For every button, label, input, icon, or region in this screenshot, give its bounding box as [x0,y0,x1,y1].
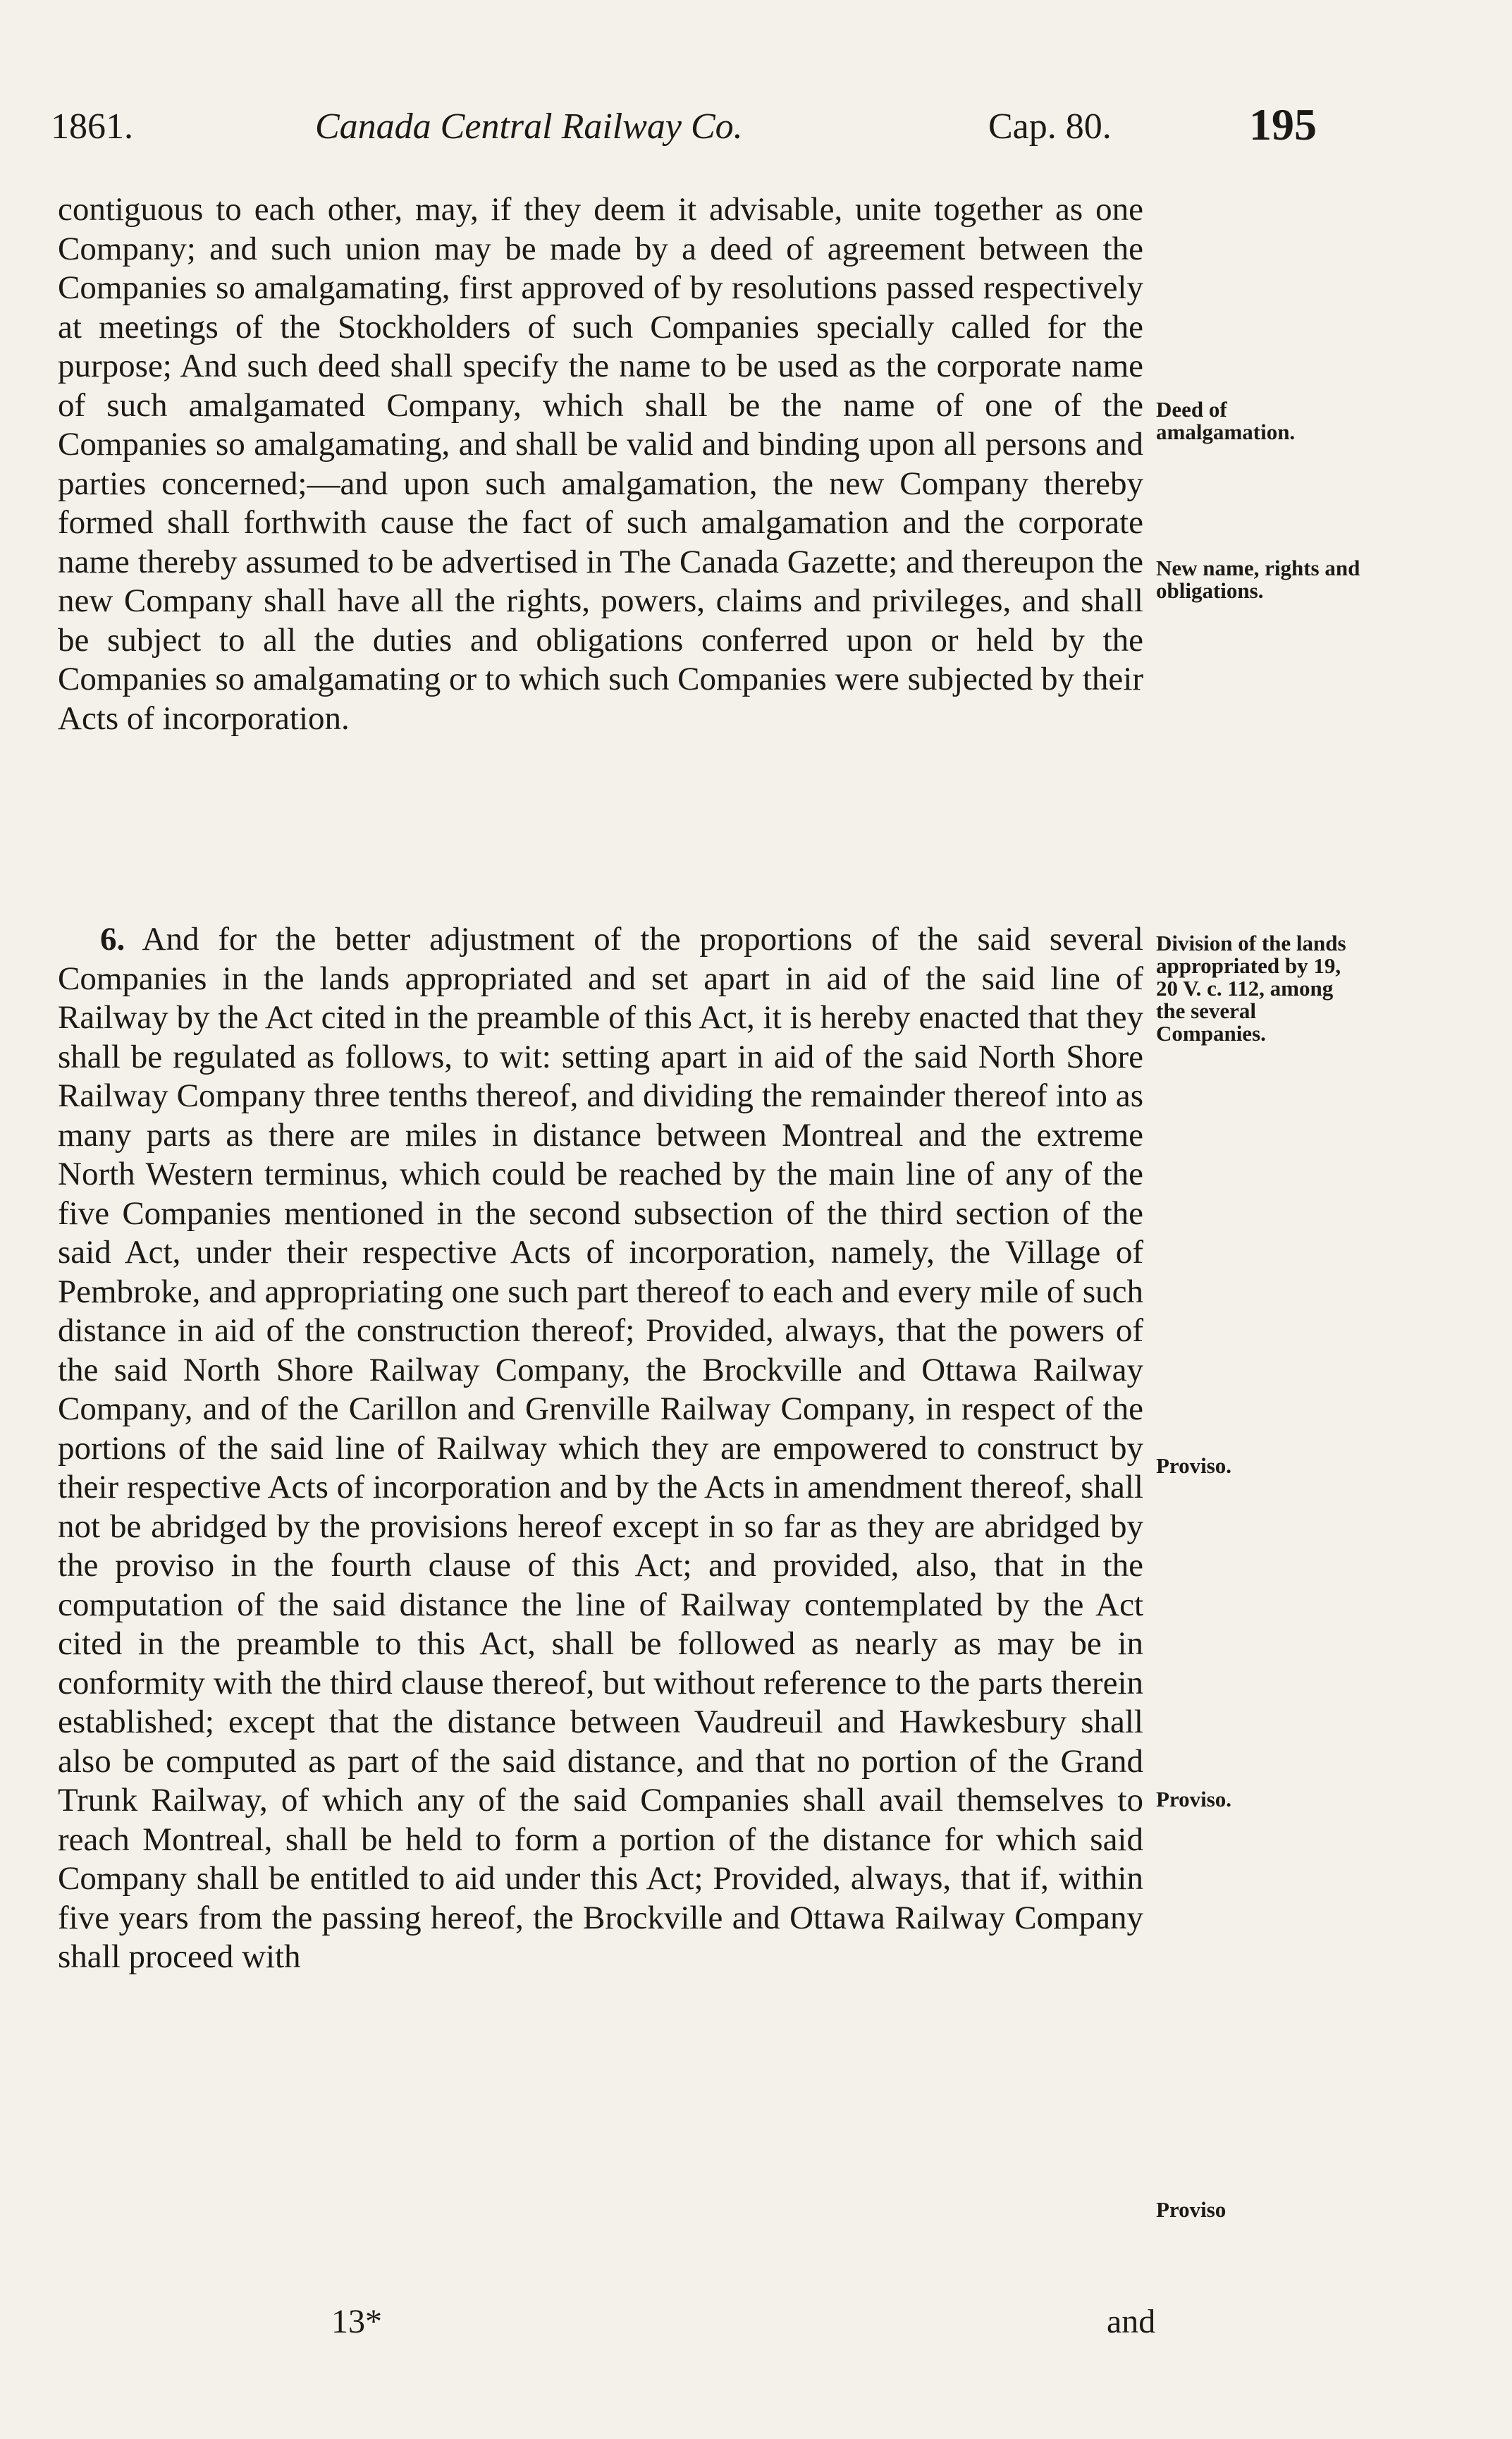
paragraph-text: contiguous to each other, may, if they deem it advisable, unite together as one Company; and such union may be made by a deed of agreement between the Companies so amalgamating, first approved of by resolutions passed respectively at meetings of the Stockholders of such Companies specially called for the purpose; And such deed shall specify the name to be used as the corporate name of such amalgamated Company, which shall be the name of one of the Companies so amalgamating, and shall be valid and binding upon all persons and parties concerned;—and upon such amalgamation, the new Company thereby formed shall forthwith cause the fact of such amalgamation and the corporate name thereby assumed to be advertised in The Canada Gazette; and thereupon the new Company shall have all the rights, powers, claims and privileges, and shall be subject to all the duties and obligations conferred upon or held by the Companies so amalgamating or to which such Companies were subjected by their Acts of incorporation. [58,191,1143,737]
margin-note-proviso-2: Proviso. [1156,1787,1232,1811]
margin-note-proviso-3: Proviso [1156,2197,1227,2222]
header-year: 1861. [51,106,133,147]
signature-mark: 13* [331,2303,382,2340]
body-paragraph-1 [58,190,1143,738]
margin-note-division: Division of the lands appropriated by 19, 20 V. c. 112, among the several Companies. [1156,931,1346,1046]
header-chapter: Cap. 80. [988,106,1112,147]
catchword: and [1107,2303,1156,2340]
page-number: 195 [1249,99,1317,149]
margin-note-proviso-1: Proviso. [1156,1453,1232,1478]
section-6 [58,920,1143,1977]
header-title: Canada Central Railway Co. [315,106,743,147]
section-number: 6. [100,921,125,958]
section-6-text: And for the better adjustment of the proportions of the said several Companies in the lands appropriated and set apart in aid of the said line of Railway by the Act cited in the preamble of this Act, it is hereby enacted that they shall be regulated as follows, to wit: setting apart in aid of the said North Shore Railway Company three tenths thereof, and dividing the remainder thereof into as many parts as there are miles in distance between Montreal and the extreme North Western terminus, which could be reached by the main line of any of the five Companies mentioned in the second subsection of the third section of the said Act, under their respective Acts of incorporation, namely, the Village of Pembroke, and appropriating one such part thereof to each and every mile of such distance in aid of the construction thereof; Provided, always, that the powers of the said North Shore Railway Company, the Brockville and Ottawa Railway Company, and of the Carillon and Grenville Railway Company, in respect of the portions of the said line of Railway which they are empowered to construct by their respective Acts of incorporation and by the Acts in amendment thereof, shall not be abridged by the provisions hereof except in so far as they are abridged by the proviso in the fourth clause of this Act; and provided, also, that in the computation of the said distance the line of Railway contemplated by the Act cited in the preamble to this Act, shall be followed as nearly as may be in conformity with the third clause thereof, but without reference to the parts therein established; except that the distance between Vaudreuil and Hawkesbury shall also be computed as part of the said distance, and that no portion of the Grand Trunk Railway, of which any of the said Companies shall avail themselves to reach Montreal, shall be held to form a portion of the distance for which said Company shall be entitled to aid under this Act; Provided, always, that if, within five years from the passing hereof, the Brockville and Ottawa Railway Company shall proceed with [58,921,1144,1975]
section-6-paragraph [58,920,1143,1977]
margin-note-deed: Deed of amalgamation. [1156,397,1296,444]
running-header [51,99,1348,162]
margin-note-new-name: New name, rights and obligations. [1156,556,1360,603]
page-footer [331,2302,1177,2345]
